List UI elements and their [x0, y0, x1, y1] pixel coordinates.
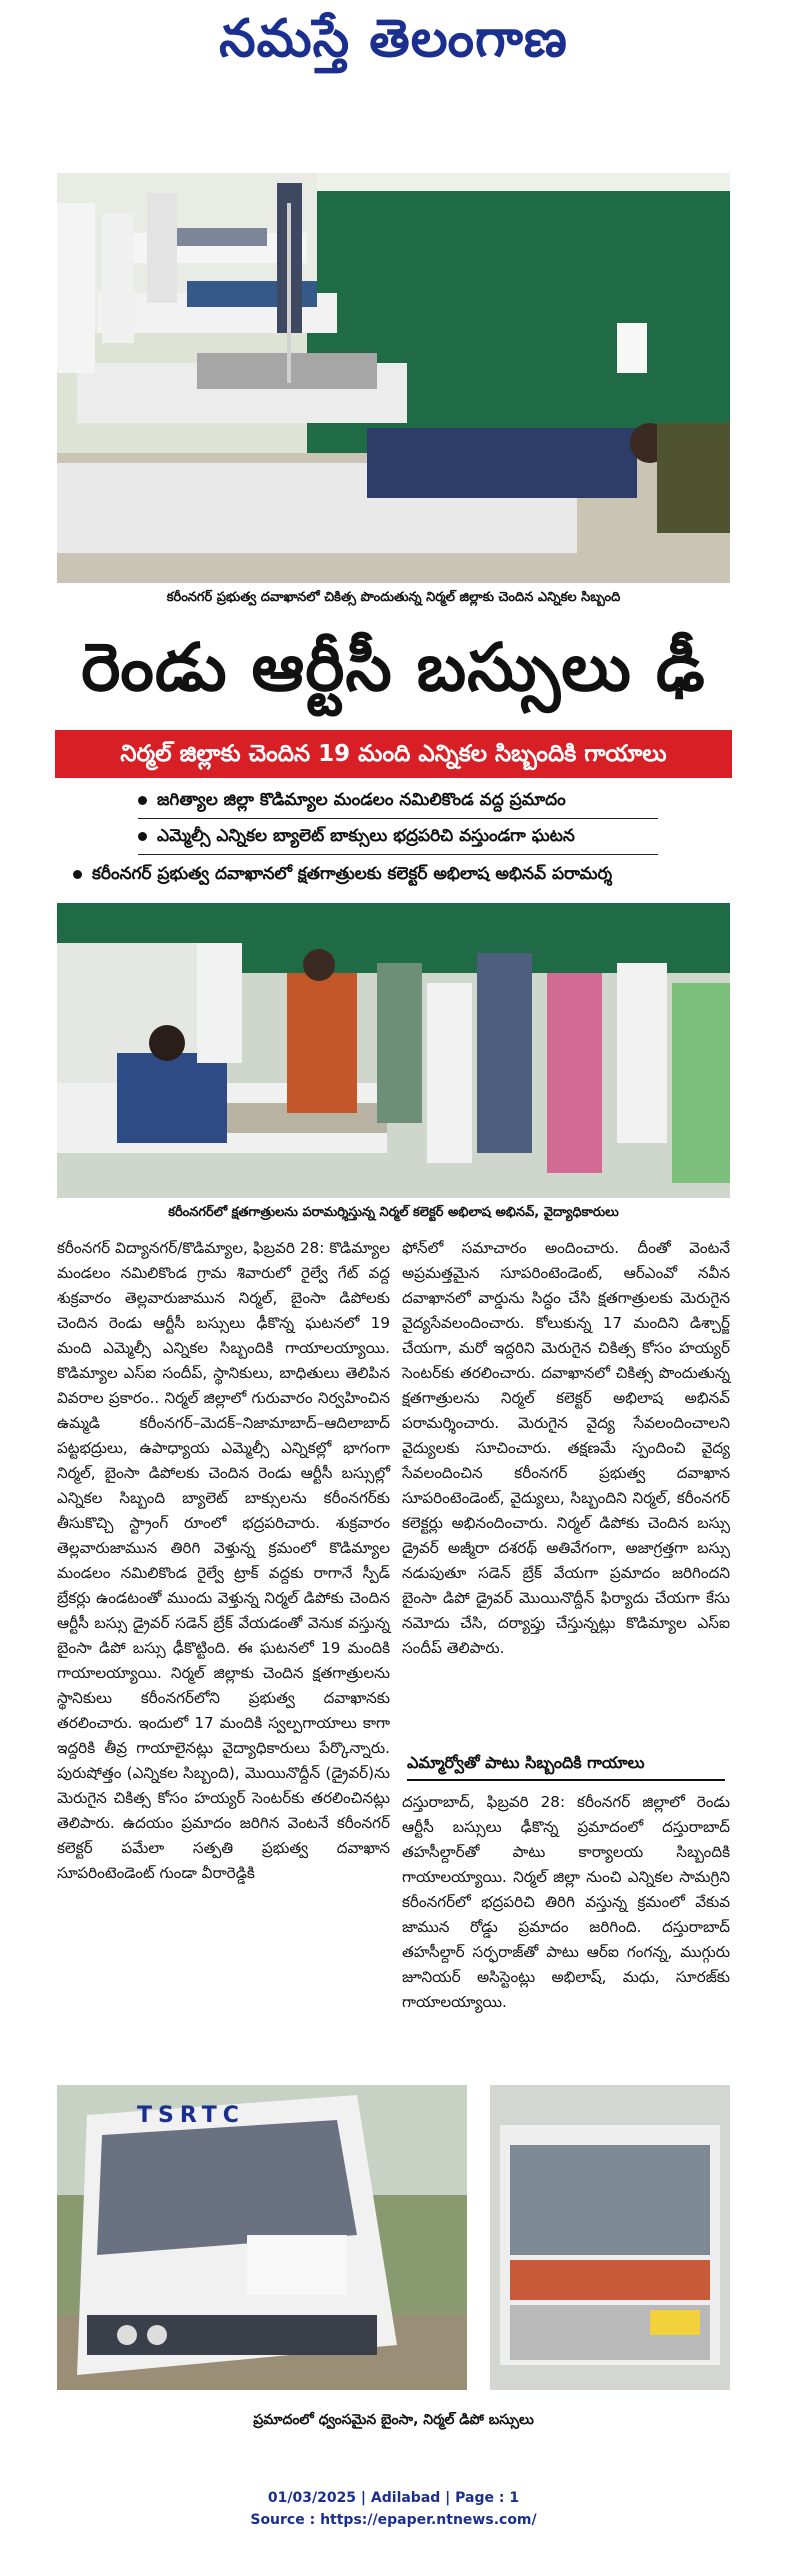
- bullet-dot-icon: [73, 870, 82, 879]
- mid-photo-caption: కరీంనగర్‌లో క్షతగాత్రులను పరామర్శిస్తున్న నిర్మల్ కలెక్టర్ అభిలాష అభినవ్, వైద్యాధికారులు: [168, 1205, 619, 1220]
- bullet-1: [138, 790, 658, 819]
- article-column-1: [57, 1236, 390, 1886]
- top-photo-caption: కరీంనగర్ ప్రభుత్వ దవాఖానలో చికిత్స పొందుతున్న నిర్మల్ జిల్లాకు చెందిన ఎన్నికల సిబ్బంది: [166, 590, 621, 605]
- footer-date-line: 01/03/2025 | Adilabad | Page : 1: [267, 2490, 520, 2506]
- headline: రెండు ఆర్టీసీ బస్సులు ఢీ: [81, 629, 706, 706]
- bullet-2: [138, 826, 658, 855]
- article-col1-text: కరీంనగర్ విద్యానగర్/కొడిమ్యాల, ఫిబ్రవరి 28: కొడిమ్యాల మండలం నమిలికొండ గ్రామ శివారులో రైల్వే గేట్ వద్ద శుక్రవారం తెల్లవారుజామున నిర్మల్, బైంసా డిపోలకు చెందిన రెండు ఆర్టీసీ బస్సులు ఢీకొన్న ఘటనలో 19 మంది ఎమ్మెల్సీ ఎన్నికల సిబ్బందికి గాయాలయ్యాయి. కొడిమ్యాల ఎస్ఐ సందీప్, స్థానికులు, బాధితులు తెలిపిన వివరాల ప్రకారం.. నిర్మల్ జిల్లాలో గురువారం నిర్వహించిన ఉమ్మడి కరీంనగర్–మెదక్–నిజామాబాద్–ఆదిలాబాద్ పట్టభద్రులు, ఉపాధ్యాయ ఎమ్మెల్సీ ఎన్నికల్లో భాగంగా నిర్మల్, బైంసా డిపోలకు చెందిన రెండు ఆర్టీసీ బస్సుల్లో ఎన్నికల సిబ్బంది బ్యాలెట్ బాక్సులను కరీంనగర్‌కు తీసుకొచ్చి స్ట్రాంగ్ రూంలో భద్రపరిచారు. శుక్రవారం తెల్లవారుజామున తిరిగి వెళ్తున్న క్రమంలో కొడిమ్యాల మండలం నమిలికొండ రైల్వే ట్రాక్ వద్దకు రాగానే స్పీడ్ బ్రేకర్లు ఉండటంతో ముందు వెళ్తున్న నిర్మల్ డిపోకు చెందిన ఆర్టీసీ బస్సు డ్రైవర్ సడెన్ బ్రేక్ వేయడంతో వెనుక వస్తున్న బైంసా డిపో బస్సు ఢీకొట్టింది. ఈ ఘటనలో 19 మందికి గాయాలయ్యాయి. నిర్మల్ జిల్లాకు చెందిన క్షతగాత్రులను స్థానికులు కరీంనగర్‌లోని ప్రభుత్వ దవాఖానకు తరలించారు. ఇందులో 17 మందికి స్వల్పగాయాలు కాగా ఇద్దరికి తీవ్ర గాయాలైనట్లు వైద్యాధికారులు పేర్కొన్నారు. పురుషోత్తం (ఎన్నికల సిబ్బంది), మొయినొద్దీన్ (డ్రైవర్)ను మెరుగైన చికిత్స కోసం హయ్యర్ సెంటర్‌కు తరలించినట్లు తెలిపారు. ఉదయం ప్రమాదం జరిగిన వెంటనే కరీంనగర్ కలెక్టర్ పమేలా సత్పతి ప్రభుత్వ దవాఖాన సూపరింటెండెంట్ గుండా వీరారెడ్డికి: [57, 1239, 390, 1882]
- hospital-ward-photo: [57, 173, 730, 583]
- masthead: [0, 0, 787, 90]
- article-column-2: [402, 1236, 730, 1661]
- bottom-photo-caption: ప్రమాదంలో ధ్వంసమైన బైంసా, నిర్మల్ డిపో బస్సులు: [253, 2412, 534, 2428]
- damaged-bus-photo-right: [490, 2085, 730, 2390]
- subheadline-banner: నిర్మల్ జిల్లాకు చెందిన 19 మంది ఎన్నికల సిబ్బందికి గాయాలు: [55, 730, 732, 778]
- footer-source-line: Source : https://epaper.ntnews.com/: [250, 2512, 537, 2528]
- article-col2-text: ఫోన్‌లో సమాచారం అందించారు. దీంతో వెంటనే అప్రమత్తమైన సూపరింటెండెంట్, ఆర్‌ఎంవో నవీన దవాఖానలో వార్డును సిద్ధం చేసి క్షతగాత్రులకు మెరుగైన వైద్యసేవలందించారు. కోలుకున్న 17 మందిని డిశ్చార్జ్ చేయగా, మరో ఇద్దరిని మెరుగైన చికిత్స కోసం హయ్యర్ సెంటర్‌కు తరలించారు. దవాఖానలో చికిత్స పొందుతున్న క్షతగాత్రులను నిర్మల్ కలెక్టర్ అభిలాష అభినవ్ పరామర్శించారు. మెరుగైన వైద్య సేవలందించాలని వైద్యులకు సూచించారు. తక్షణమే స్పందించి వైద్య సేవలందించిన కరీంనగర్ ప్రభుత్వ దవాఖాన సూపరింటెండెంట్, వైద్యులు, సిబ్బందిని నిర్మల్, కరీంనగర్ కలెక్టర్లు అభినందించారు. నిర్మల్ డిపోకు చెందిన బస్సు డ్రైవర్ అజ్మీరా దశరథ్ అతివేగంగా, అజాగ్రత్తగా బస్సు నడుపుతూ సడెన్ బ్రేక్ వేయగా ప్రమాదం జరిగిందని బైంసా డిపో డ్రైవర్ మొయినొద్దీన్ ఫిర్యాదు చేయగా కేసు నమోదు చేసి, దర్యాప్తు చేస్తున్నట్లు కొడిమ్యాల ఎస్ఐ సందీప్ తెలిపారు.: [402, 1239, 730, 1657]
- sub-article-heading: ఎమ్మార్వోతో పాటు సిబ్బందికి గాయాలు: [407, 1753, 725, 1781]
- bullet-1-text: జగిత్యాల జిల్లా కొడిమ్యాల మండలం నమిలికొండ వద్ద ప్రమాదం: [157, 790, 566, 810]
- newspaper-title: నమస్తే తెలంగాణ: [219, 8, 568, 69]
- sub-article-body: [402, 1790, 730, 2015]
- bullet-3-text: కరీంనగర్ ప్రభుత్వ దవాఖానలో క్షతగాత్రులకు కలెక్టర్ అభిలాష అభినవ్ పరామర్శ: [92, 864, 613, 884]
- bullet-dot-icon: [138, 796, 147, 805]
- damaged-bus-photo-left: [57, 2085, 467, 2390]
- bullet-2-text: ఎమ్మెల్సీ ఎన్నికల బ్యాలెట్ బాక్సులు భద్రపరిచి వస్తుండగా ఘటన: [157, 826, 575, 846]
- bus-operator-text: TSRTC: [137, 2103, 245, 2128]
- sub-article-text: దస్తురాబాద్, ఫిబ్రవరి 28: కరీంనగర్ జిల్లాలో రెండు ఆర్టీసీ బస్సులు ఢీకొన్న ప్రమాదంలో దస్తురాబాద్ తహసీల్దార్‌తో పాటు కార్యాలయ సిబ్బందికి గాయాలయ్యాయి. నిర్మల్ జిల్లా నుంచి ఎన్నికల సామగ్రిని కరీంనగర్‌లో భద్రపరిచి తిరిగి వస్తున్న క్రమంలో వేకువ జామున రోడ్డు ప్రమాదం జరిగింది. దస్తురాబాద్ తహసీల్దార్ సర్ఫరాజ్‌తో పాటు ఆర్ఐ గంగన్న, ముగ్గురు జూనియర్ అసిస్టెంట్లు అభిలాష్, మధు, సూరజ్‌కు గాయాలయ్యాయి.: [402, 1793, 730, 2011]
- collector-visit-photo: [57, 903, 730, 1198]
- bullet-3: [73, 864, 743, 888]
- bullet-dot-icon: [138, 832, 147, 841]
